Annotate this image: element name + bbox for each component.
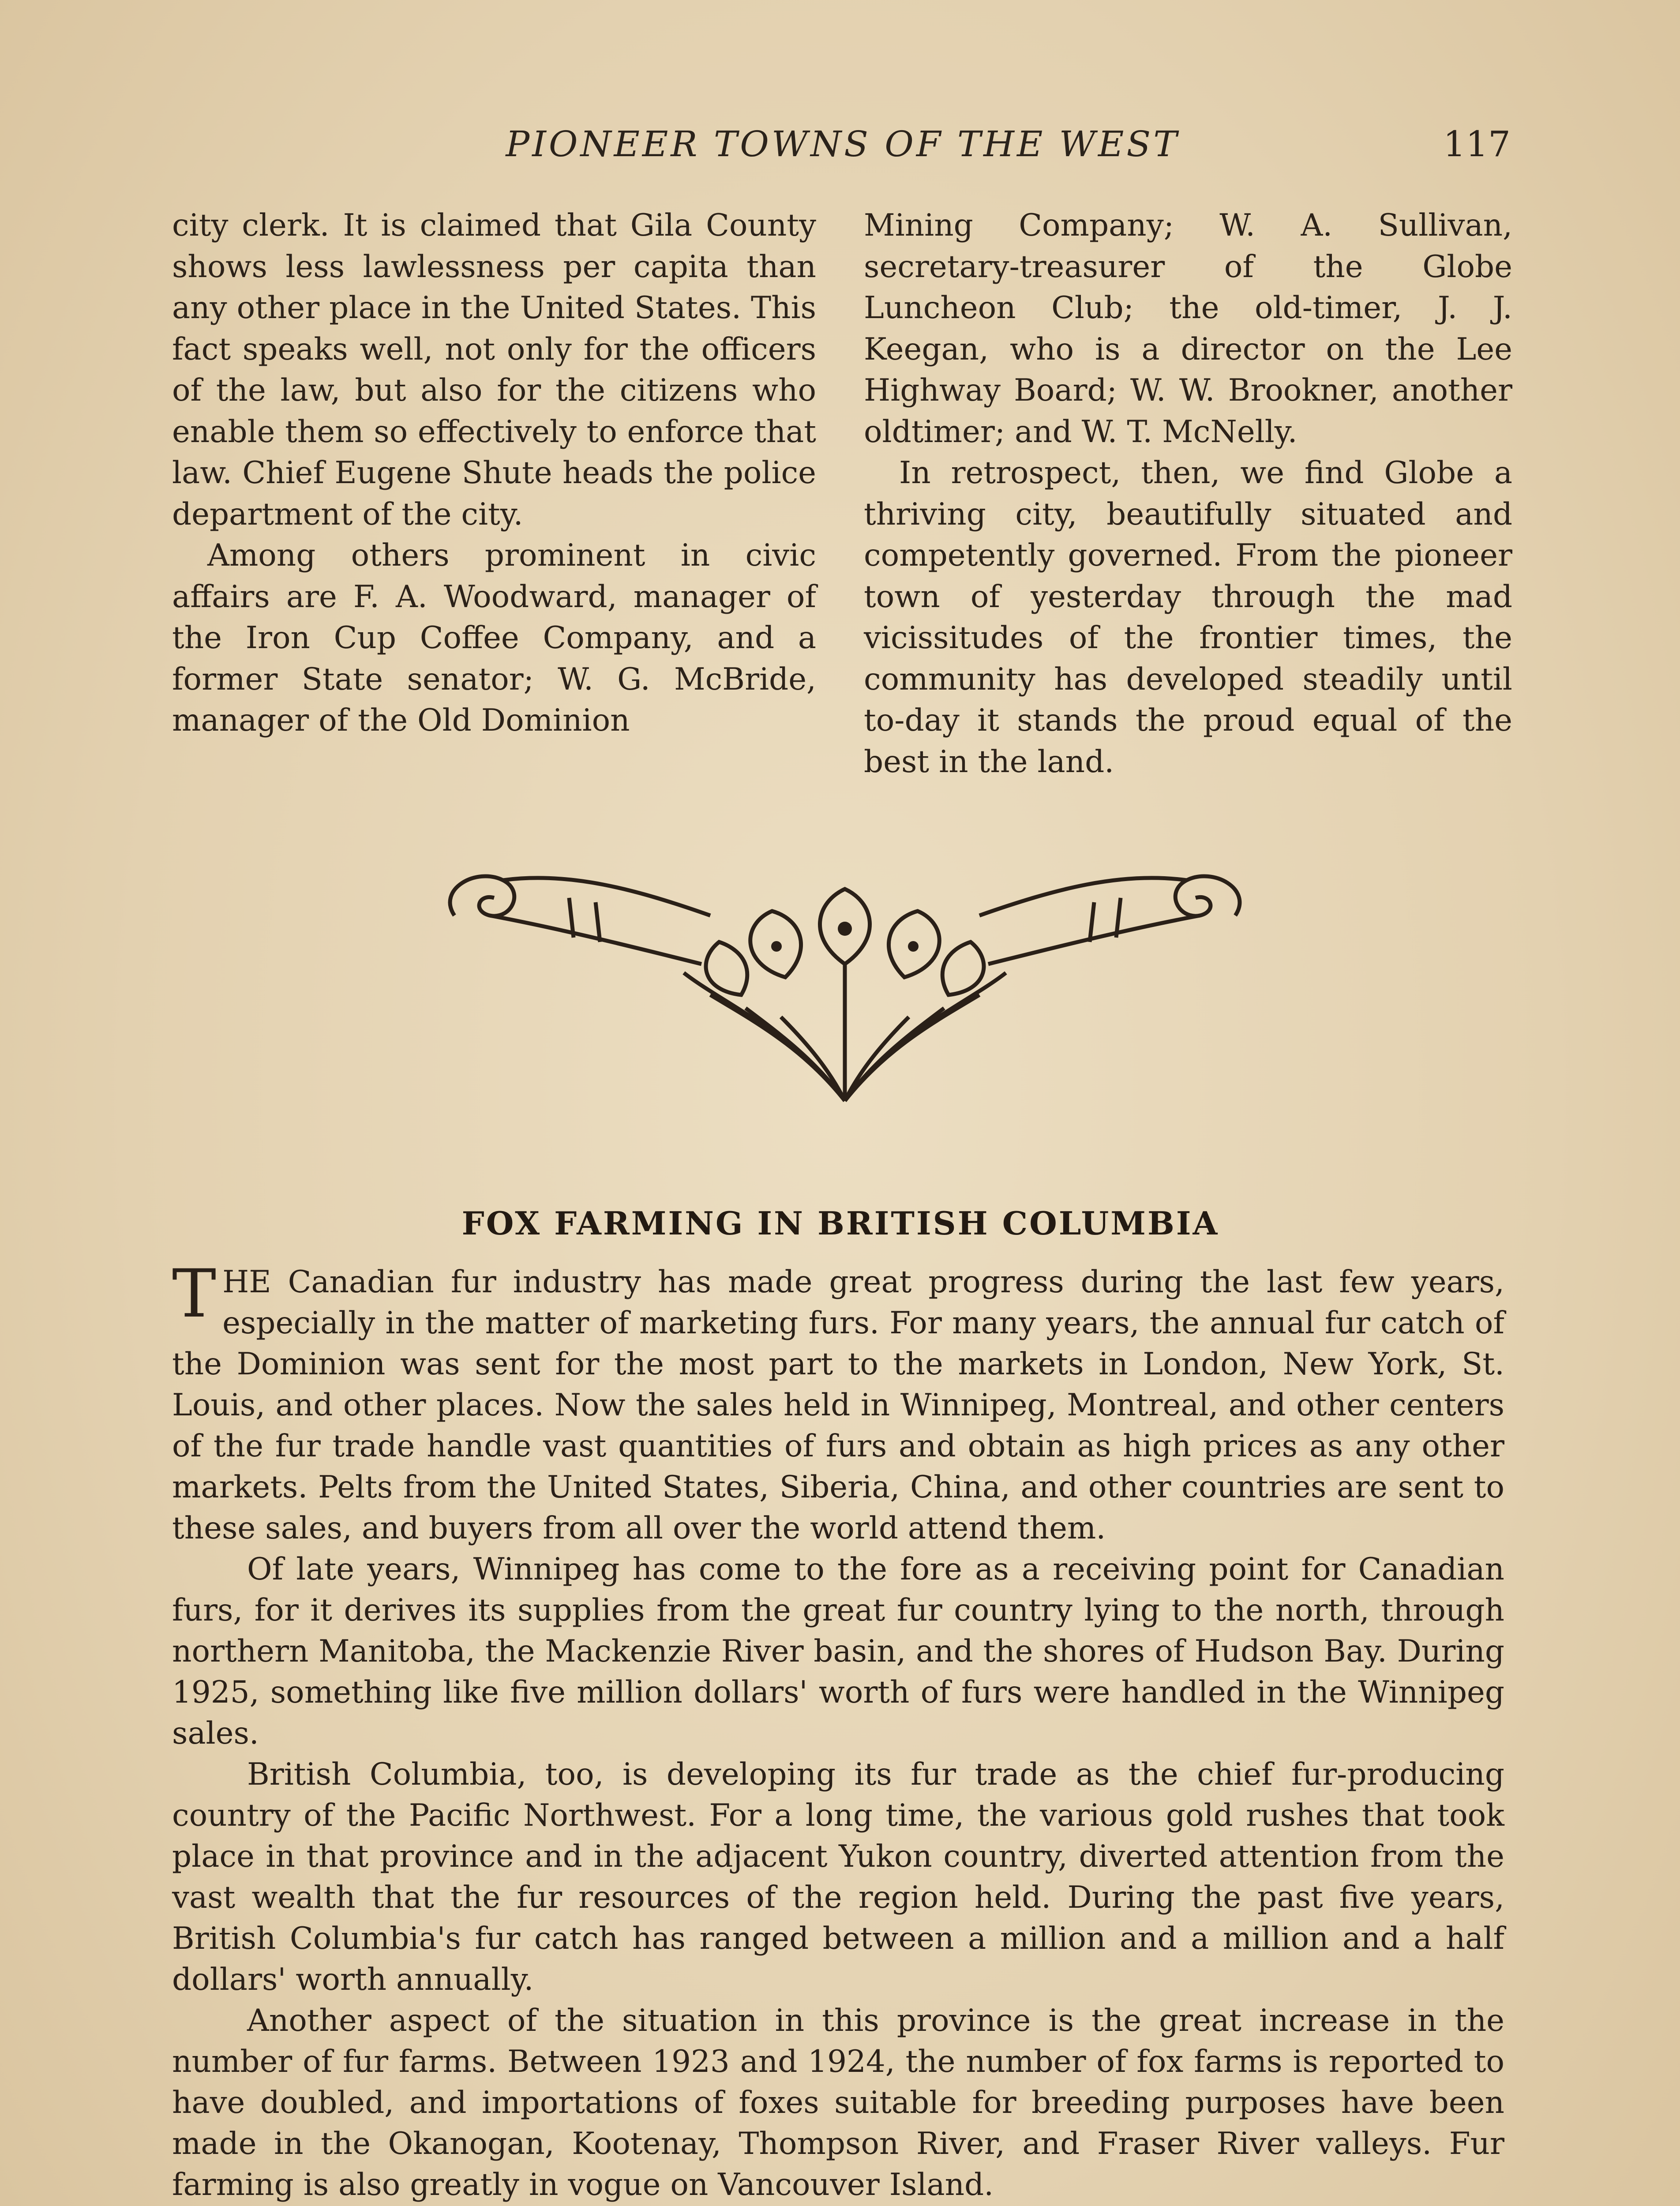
running-title: PIONEER TOWNS OF THE WEST <box>506 124 1180 165</box>
article-title: FOX FARMING IN BRITISH COLUMBIA <box>461 1204 1219 1242</box>
article-body <box>172 1256 1504 2206</box>
article-paragraph-3: British Columbia, too, is developing its fur trade as the chief fur-producing country of the Pacific Northwest. For a long time, the various gold rushes that took place in that province and in the adjacent Yukon country, diverted attention from the vast wealth that the fur resources of the region held. During the past five years, British Columbia's fur catch has ranged between a million and a million and a half dollars' worth annually. <box>172 1757 1504 1997</box>
article-paragraph-4: Another aspect of the situation in this province is the great increase in the number of fur farms. Between 1923 and 1924, the number of fox farms is reported to have doubled, and importations of foxes suitable for breeding purposes have been made in the Okanogan, Kootenay, Thompson River, and Fraser River valleys. Fur farming is also greatly in vogue on Vancouver Island. <box>172 2003 1504 2202</box>
article-paragraph-2: Of late years, Winnipeg has come to the fore as a receiving point for Canadian furs, for it derives its supplies from the great fur country lying to the north, through northern Manitoba, the Mackenzie River basin, and the shores of Hudson Bay. During 1925, something like five million dollars' worth of furs were handled in the Winnipeg sales. <box>172 1552 1504 1751</box>
left-paragraph-2: Among others prominent in civic affairs are F. A. Woodward, manager of the Iron Cup Coffee Company, and a former State senator; W. G. McBride, manager of the Old Dominion <box>172 538 816 738</box>
right-column <box>864 205 1512 783</box>
floral-ornament-icon <box>437 863 1253 1110</box>
drop-cap: T <box>172 1256 217 1332</box>
article-paragraph-1 <box>172 1256 1504 1549</box>
left-column <box>172 205 816 742</box>
right-paragraph-2: In retrospect, then, we find Globe a thriving city, beautifully situated and competently governed. From the pioneer town of yesterday through the mad vicissitudes of the frontier times, the community has developed steadily until to-day it stands the proud equal of the best in the land. <box>864 455 1512 780</box>
right-paragraph-1: Mining Company; W. A. Sullivan, secretary-treasurer of the Globe Luncheon Club; the old-timer, J. J. Keegan, who is a director on the Lee Highway Board; W. W. Brookner, another oldtimer; and W. T. McNelly. <box>864 208 1512 450</box>
article-paragraph-1-text: HE Canadian fur industry has made great progress during the last few years, especially in the matter of marketing furs. For many years, the annual fur catch of the Dominion was sent for the most part to the markets in London, New York, St. Louis, and other places. Now the sales held in Winnipeg, Montreal, and other centers of the fur trade handle vast quantities of furs and obtain as high prices as any other markets. Pelts from the United States, Siberia, China, and other countries are sent to these sales, and buyers from all over the world attend them. <box>172 1264 1504 1546</box>
page-number: 117 <box>1443 124 1511 165</box>
left-paragraph-1: city clerk. It is claimed that Gila County shows less lawlessness per capita than any other place in the United States. This fact speaks well, not only for the officers of the law, but also for the citizens who enable them so effectively to enforce that law. Chief Eugene Shute heads the police department of the city. <box>172 208 816 532</box>
